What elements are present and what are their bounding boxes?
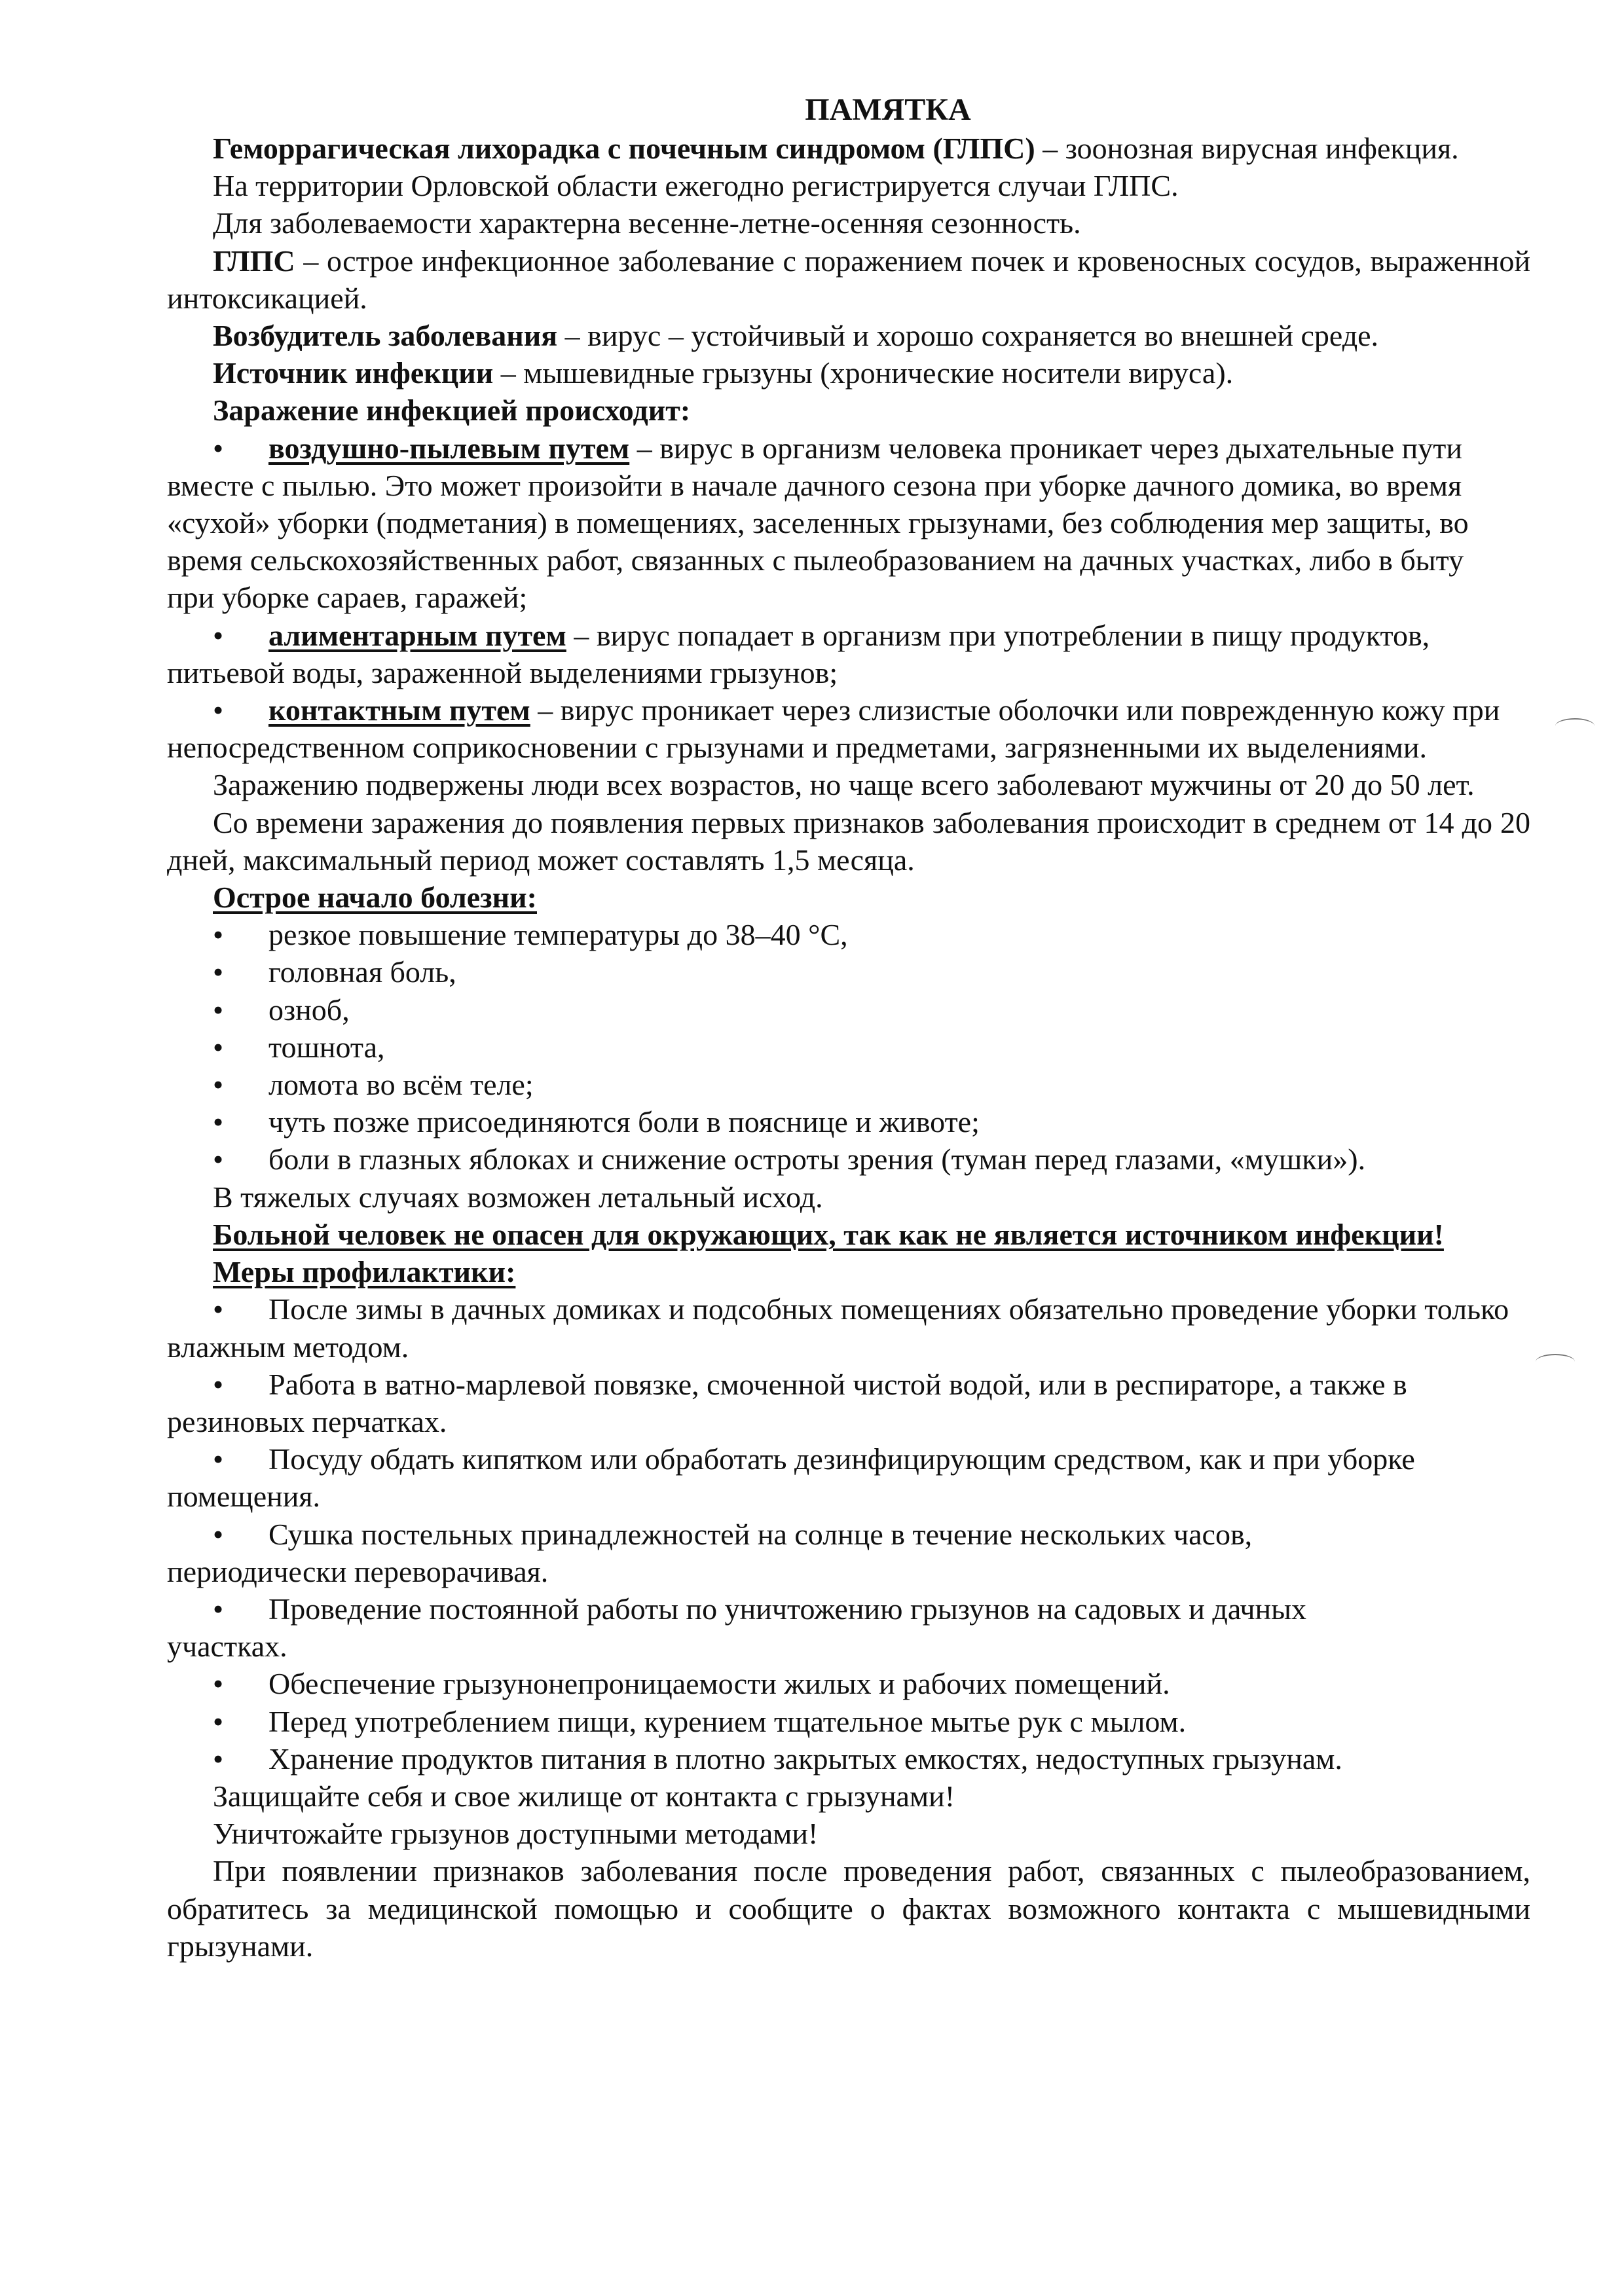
bullet-icon: •	[213, 1068, 224, 1102]
route-item: • воздушно-пылевым путем – вирус в организм человека проникает через дыхательные пути вместе с пылью. Это может произойти в начале дачного сезона при уборке дачного домика, во время «сухой» уборки (подметания) в помещениях, заселенных грызунами, без соблюдения мер защиты, во время сельскохозяйственных работ, связанных с пылеобразованием на дачных участках, либо в быту при уборке сараев, гаражей;	[167, 429, 1477, 617]
symptom-item: • чуть позже присоединяются боли в пояснице и животе;	[167, 1103, 1530, 1140]
prevention-heading: Меры профилактики:	[213, 1255, 516, 1289]
season-paragraph: Для заболеваемости характерна весенне-летне-осенняя сезонность.	[213, 206, 1081, 240]
bullet-icon: •	[213, 1292, 224, 1326]
bullet-icon: •	[213, 1367, 224, 1401]
severe-paragraph: В тяжелых случаях возможен летальный исход.	[213, 1180, 823, 1214]
prevention-item: • Посуду обдать кипятком или обработать дезинфицирующим средством, как и при уборке помещения.	[167, 1440, 1444, 1515]
prevention-item: • Сушка постельных принадлежностей на солнце в течение нескольких часов, периодически переворачивая.	[167, 1516, 1378, 1590]
infection-heading: Заражение инфекцией происходит:	[213, 393, 691, 428]
prevention-item: • Обеспечение грызунонепроницаемости жилых и рабочих помещений.	[167, 1665, 1530, 1702]
onset-heading: Острое начало болезни:	[213, 881, 537, 915]
scan-mark	[1555, 718, 1595, 734]
prevention-item: • После зимы в дачных домиках и подсобных помещениях обязательно проведение уборки только влажным методом.	[167, 1290, 1536, 1365]
bullet-icon: •	[213, 993, 224, 1027]
page-title: ПАМЯТКА	[805, 92, 971, 127]
symptom-item: • озноб,	[167, 991, 1530, 1029]
bullet-icon: •	[213, 955, 224, 989]
symptom-item: • ломота во всём теле;	[167, 1066, 1530, 1103]
destroy-paragraph: Уничтожайте грызунов доступными методами!	[213, 1817, 819, 1851]
bullet-icon: •	[213, 1667, 224, 1701]
symptom-item: • тошнота,	[167, 1029, 1530, 1066]
bullet-icon: •	[213, 1030, 224, 1064]
route-item: • контактным путем – вирус проникает через слизистые оболочки или поврежденную кожу при непосредственном соприкосновении с грызунами и предметами, загрязненными их выделениями.	[167, 691, 1516, 766]
intro-term: Геморрагическая лихорадка с почечным синдромом (ГЛПС)	[213, 132, 1035, 165]
scan-mark	[1536, 1354, 1575, 1370]
bullet-icon: •	[213, 1517, 224, 1551]
symptom-item: • боли в глазных яблоках и снижение остроты зрения (туман перед глазами, «мушки»).	[167, 1140, 1530, 1178]
prevention-item: • Проведение постоянной работы по уничтожению грызунов на садовых и дачных участках.	[167, 1590, 1424, 1665]
bullet-icon: •	[213, 1105, 224, 1139]
route-item: • алиментарным путем – вирус попадает в организм при употреблении в пищу продуктов, питьевой воды, зараженной выделениями грызунов;	[167, 617, 1450, 691]
bullet-icon: •	[213, 618, 224, 652]
bullet-icon: •	[213, 431, 224, 465]
bullet-icon: •	[213, 1142, 224, 1176]
agent-paragraph: Возбудитель заболевания – вирус – устойчивый и хорошо сохраняется во внешней среде.	[213, 319, 1379, 353]
symptom-item: • головная боль,	[167, 953, 1530, 991]
bullet-icon: •	[213, 693, 224, 727]
bullet-icon: •	[213, 1741, 224, 1776]
bullet-icon: •	[213, 918, 224, 952]
document-page	[167, 90, 1530, 1965]
bullet-icon: •	[213, 1704, 224, 1738]
definition-paragraph: ГЛПС – острое инфекционное заболевание с поражением почек и кровеносных сосудов, выраженной интоксикацией.	[167, 244, 1530, 315]
prevention-item: • Хранение продуктов питания в плотно закрытых емкостях, недоступных грызунам.	[167, 1740, 1530, 1777]
warning-paragraph: Больной человек не опасен для окружающих, так как не является источником инфекции!	[213, 1217, 1444, 1251]
protect-paragraph: Защищайте себя и свое жилище от контакта с грызунами!	[213, 1779, 955, 1813]
risk-paragraph: Заражению подвержены люди всех возрастов, но чаще всего заболевают мужчины от 20 до 50 лет.	[213, 768, 1475, 802]
bullet-icon: •	[213, 1442, 224, 1476]
final-paragraph: При появлении признаков заболевания после проведения работ, связанных с пылеобразованием, обратитесь за медицинской помощью и сообщите о фактах возможного контакта с мышевидными грызунами.	[167, 1854, 1530, 1963]
symptom-item: • резкое повышение температуры до 38–40 °C,	[167, 916, 1530, 953]
source-paragraph: Источник инфекции – мышевидные грызуны (хронические носители вируса).	[213, 356, 1234, 390]
incubation-paragraph: Со времени заражения до появления первых признаков заболевания происходит в среднем от 14 до 20 дней, максимальный период может составлять 1,5 месяца.	[167, 805, 1530, 877]
region-paragraph: На территории Орловской области ежегодно регистрируется случаи ГЛПС.	[213, 169, 1179, 203]
intro-paragraph: Геморрагическая лихорадка с почечным синдромом (ГЛПС) – зоонозная вирусная инфекция.	[213, 132, 1459, 165]
prevention-item: • Перед употреблением пищи, курением тщательное мытье рук с мылом.	[167, 1703, 1530, 1740]
prevention-item: • Работа в ватно-марлевой повязке, смоченной чистой водой, или в респираторе, а также в резиновых перчатках.	[167, 1366, 1529, 1440]
bullet-icon: •	[213, 1592, 224, 1626]
